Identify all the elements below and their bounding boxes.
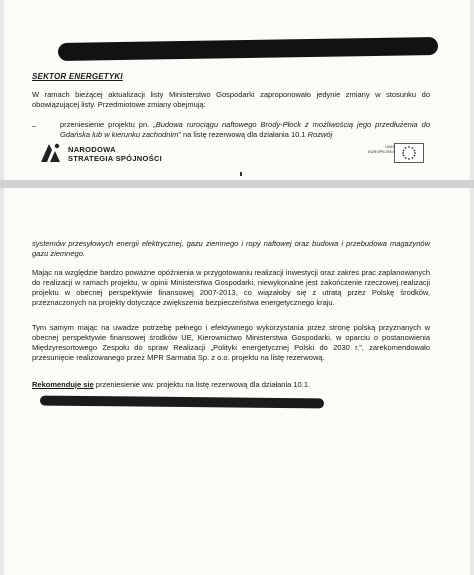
- continuation-text: systemów przesyłowych energii elektrycznej, gazu ziemnego i ropy naftowej oraz budowa i przebudowa magazynów gazu ziemnego.: [32, 239, 430, 258]
- paragraph-1: Mając na względzie bardzo poważne opóźnienia w przygotowaniu realizacji inwestycji oraz zakres prac zaplanowanych do realizacji w ramach projektu, w opinii Ministerstwa Gospodarki, niewykonalne jest zakończenie rzeczowej realizacji projektu w obecnej perspektywie finansowej 2007-2013, co wiązałoby się z utratą przez Polskę środków, przeznaczonych na projekty dotyczące zwiększenia bezpieczeństwa energetycznego kraju.: [32, 268, 430, 307]
- item-prefix: przeniesienie projektu pn. „: [60, 120, 156, 129]
- eu-label-line-1: UNIA: [385, 144, 395, 149]
- eu-label-line-2: EUROPEJSKA: [368, 149, 395, 154]
- section-title: SEKTOR ENERGETYKI: [32, 72, 123, 81]
- eu-label: [368, 144, 395, 154]
- item-suffix: ” na listę rezerwową dla działania 10.1: [178, 130, 306, 139]
- logo-line-2: STRATEGIA SPÓJNOŚCI: [68, 154, 163, 163]
- item-title: Budowa rurociągu naftowego Brody-Płock z możliwością jego przedłużenia do Gdańska lub w kierunku zachodnim: [60, 120, 430, 139]
- page-mark: [240, 172, 242, 176]
- recommend-text: przeniesienie ww. projektu na listę rezerwową dla działania 10.1.: [93, 380, 311, 389]
- item-trailing: Rozwój: [307, 130, 333, 139]
- eu-flag-icon: [394, 143, 424, 163]
- narodowa-strategia-logo-text: [68, 145, 162, 163]
- list-dash: –: [32, 121, 37, 130]
- recommend-label: Rekomenduje się: [32, 380, 94, 389]
- intro-paragraph: W ramach bieżącej aktualizacji listy Ministerstwo Gospodarki zaproponowało jedynie zmiany w stosunku do obowiązującej listy. Przedmiotowe zmiany obejmują:: [32, 90, 430, 109]
- list-item: [60, 120, 430, 140]
- paragraph-2: Tym samym mając na uwadze potrzebę pełnego i efektywnego wykorzystania przez stronę polską przyznanych w obecnej perspektywie finansowej środków UE, Kierownictwo Ministerstwa Gospodarki, w oparciu o postanowienia Międzyresortowego Zespołu do spraw Realizacji „Polityki energetycznej Polski do 2030 r.”, zarekomendowało przesunięcie realizowanego przez MPR Sarmatia Sp. z o.o. projektu na listę rezerwową.: [32, 323, 430, 362]
- logo-line-1: NARODOWA: [68, 145, 116, 154]
- recommendation: [32, 380, 310, 389]
- narodowa-strategia-logo-icon: [38, 140, 64, 166]
- page-gap: [0, 180, 474, 188]
